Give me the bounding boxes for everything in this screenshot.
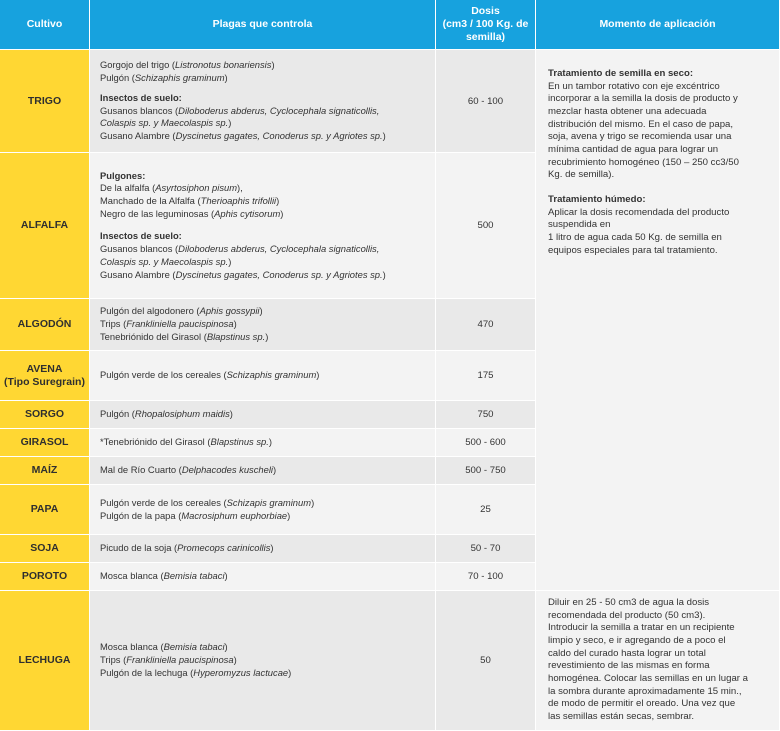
pest-group-heading: Pulgones:	[100, 169, 146, 181]
header-plagas: Plagas que controla	[90, 0, 436, 50]
pest-line: De la alfalfa (Asyrtosiphon pisum),	[100, 182, 243, 194]
pests-algodon	[90, 299, 436, 351]
pest-line: Pulgón del algodonero (Aphis gossypii)	[100, 305, 263, 317]
dose-alfalfa: 500	[436, 153, 536, 299]
crop-soja: SOJA	[0, 535, 90, 563]
wet-treatment-line: suspendida en	[548, 219, 611, 231]
dose-avena: 175	[436, 351, 536, 401]
header-dosis-line1: Dosis	[471, 4, 500, 17]
pest-line: Pulgón (Schizaphis graminum)	[100, 71, 228, 83]
pest-line: Pulgón de la papa (Macrosiphum euphorbiae)	[100, 509, 291, 521]
pest-line: Gorgojo del trigo (Listronotus bonariensis)	[100, 58, 275, 70]
pest-line: Pulgón (Rhopalosiphum maidis)	[100, 408, 233, 420]
pest-line: Pulgón de la lechuga (Hyperomyzus lactucae)	[100, 666, 292, 678]
header-momento: Momento de aplicación	[536, 0, 780, 50]
dry-treatment-line: En un tambor rotativo con eje excéntrico	[548, 80, 720, 92]
lechuga-instruction-line: la sombra durante aproximadamente 15 min.,	[548, 685, 742, 697]
pest-line: Pulgón verde de los cereales (Schizaphis graminum)	[100, 369, 320, 381]
pests-papa	[90, 485, 436, 535]
lechuga-instruction-line: Diluir en 25 - 50 cm3 de agua la dosis	[548, 597, 710, 608]
pest-line: Mal de Río Cuarto (Delphacodes kuscheli)	[100, 464, 277, 476]
dry-treatment-line: mínima cantidad de agua para lograr un	[548, 143, 719, 155]
crop-avena-type: (Tipo Suregrain)	[4, 375, 85, 388]
pest-line: Trips (Frankliniella paucispinosa)	[100, 654, 237, 666]
application-moment-seed	[536, 50, 780, 591]
header-dosis	[436, 0, 536, 50]
crop-avena	[0, 351, 90, 401]
lechuga-instruction-line: revestimiento de las mismas en forma	[548, 660, 710, 672]
pest-group-heading: Insectos de suelo:	[100, 91, 182, 103]
pest-line: Negro de las leguminosas (Aphis cytisorum)	[100, 208, 284, 220]
crop-lechuga: LECHUGA	[0, 591, 90, 731]
pest-line: Gusano Alambre (Dyscinetus gagates, Conoderus sp. y Agriotes sp.)	[100, 130, 386, 142]
pests-girasol	[90, 429, 436, 457]
pest-line: Trips (Frankliniella paucispinosa)	[100, 318, 237, 330]
pest-line: Gusanos blancos (Diloboderus abderus, Cyclocephala signaticollis,	[100, 104, 380, 116]
dose-trigo: 60 - 100	[436, 50, 536, 153]
pest-line: Mosca blanca (Bemisia tabaci)	[100, 641, 228, 653]
lechuga-instruction-line: caldo del curado hasta lograr un total	[548, 647, 706, 659]
dose-algodon: 470	[436, 299, 536, 351]
crop-maiz: MAÍZ	[0, 457, 90, 485]
dose-maiz: 500 - 750	[436, 457, 536, 485]
pest-line: Tenebriónido del Girasol (Blapstinus sp.)	[100, 330, 269, 342]
pests-trigo	[90, 50, 436, 153]
pests-maiz	[90, 457, 436, 485]
crop-sorgo: SORGO	[0, 401, 90, 429]
crop-papa: PAPA	[0, 485, 90, 535]
dose-papa: 25	[436, 485, 536, 535]
crop-trigo: TRIGO	[0, 50, 90, 153]
dry-treatment-title: Tratamiento de semilla en seco:	[548, 68, 694, 79]
wet-treatment-line: 1 litro de agua cada 50 Kg. de semilla en	[548, 231, 722, 243]
pest-line: Colaspis sp. y Maecolaspis sp.)	[100, 117, 232, 129]
dry-treatment-line: soja, avena y trigo se recomienda usar una	[548, 131, 732, 143]
dry-treatment-line: recubrimiento homogéneo (150 – 250 cc3/50	[548, 156, 739, 168]
pests-sorgo	[90, 401, 436, 429]
pest-line: Colaspis sp. y Maecolaspis sp.)	[100, 255, 232, 267]
pests-alfalfa	[90, 153, 436, 299]
pest-line: Mosca blanca (Bemisia tabaci)	[100, 570, 228, 582]
pest-group-heading: Insectos de suelo:	[100, 230, 182, 241]
lechuga-instruction-line: las semillas están secas, sembrar.	[548, 710, 695, 722]
dose-soja: 50 - 70	[436, 535, 536, 563]
pest-line: Picudo de la soja (Promecops carinicollis)	[100, 542, 274, 554]
lechuga-instruction-line: de modo de permitir el oreado. Una vez que	[548, 698, 736, 710]
crop-girasol: GIRASOL	[0, 429, 90, 457]
wet-treatment-title: Tratamiento húmedo:	[548, 193, 646, 205]
dry-treatment-line: incorporar a la semilla la dosis de producto y	[548, 93, 738, 105]
pest-line: Manchado de la Alfalfa (Therioaphis trifollii)	[100, 195, 280, 207]
dry-treatment-line: Kg. de semilla).	[548, 169, 615, 181]
header-cultivo: Cultivo	[0, 0, 90, 50]
dose-girasol: 500 - 600	[436, 429, 536, 457]
pests-soja	[90, 535, 436, 563]
dose-lechuga: 50	[436, 591, 536, 731]
header-dosis-line3: semilla)	[465, 31, 506, 44]
wet-treatment-line: equipos especiales para tal tratamiento.	[548, 244, 718, 256]
crop-poroto: POROTO	[0, 563, 90, 591]
header-dosis-line2: (cm3 / 100 Kg. de	[442, 17, 529, 30]
lechuga-instruction-line: Introducir la semilla a tratar en un recipiente	[548, 622, 735, 634]
application-moment-lechuga	[536, 591, 780, 731]
pest-line: Gusano Alambre (Dyscinetus gagates, Conoderus sp. y Agriotes sp.)	[100, 268, 386, 280]
lechuga-instruction-line: limpio y seco, e ir agregando de a poco el	[548, 634, 726, 646]
pests-lechuga	[90, 591, 436, 731]
pest-line: *Tenebriónido del Girasol (Blapstinus sp.)	[100, 436, 272, 448]
dose-poroto: 70 - 100	[436, 563, 536, 591]
crop-alfalfa: ALFALFA	[0, 153, 90, 299]
lechuga-instruction-line: recomendada del producto (50 cm3).	[548, 609, 706, 621]
lechuga-instruction-line: homogénea. Colocar las semillas en un lugar a	[548, 672, 748, 684]
dose-sorgo: 750	[436, 401, 536, 429]
wet-treatment-line: Aplicar la dosis recomendada del producto	[548, 206, 730, 218]
pest-line: Pulgón verde de los cereales (Schizapis graminum)	[100, 496, 315, 508]
crop-avena-name: AVENA	[26, 362, 63, 375]
pest-line: Gusanos blancos (Diloboderus abderus, Cyclocephala signaticollis,	[100, 242, 380, 254]
pests-poroto	[90, 563, 436, 591]
dry-treatment-line: distribución del mismo. En el caso de papa,	[548, 118, 734, 130]
pests-avena	[90, 351, 436, 401]
dry-treatment-line: mezclar hasta obtener una adecuada	[548, 105, 707, 117]
crop-algodon: ALGODÓN	[0, 299, 90, 351]
